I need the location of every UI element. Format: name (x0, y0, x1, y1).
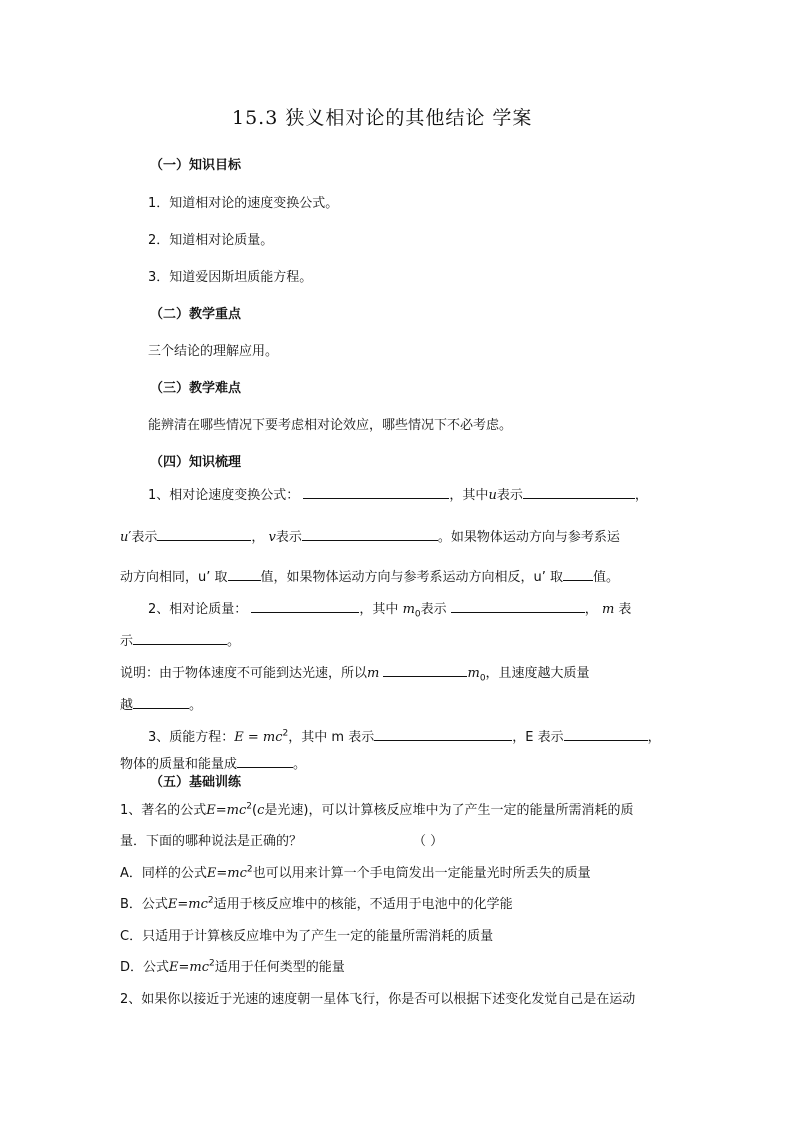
option-d[interactable]: D．公式$E=mc^2$适用于任何类型的能量 (120, 958, 345, 975)
review-line-proportional: 物体的质量和能量成 。 (120, 757, 307, 772)
review-line-velocity-terms: u′表示 ， v表示 。如果物体运动方向与参考系运 (120, 530, 620, 545)
answer-blank[interactable] (251, 600, 359, 613)
answer-blank[interactable] (228, 568, 261, 581)
goal-item: 1．知道相对论的速度变换公式。 (148, 196, 339, 211)
section-heading-key-point: （二）教学重点 (150, 307, 242, 322)
review-line-mass: 2、相对论质量： ，其中 $m_0$表示 ， m 表 (148, 602, 632, 620)
section-heading-difficulty: （三）教学难点 (150, 381, 242, 396)
answer-blank[interactable] (133, 696, 189, 709)
option-c[interactable]: C．只适用于计算核反应堆中为了产生一定的能量所需消耗的质量 (120, 929, 494, 944)
answer-blank[interactable] (563, 568, 593, 581)
review-line-note-cont: 越 。 (120, 698, 203, 713)
answer-blank[interactable] (133, 632, 227, 645)
answer-blank[interactable] (237, 755, 293, 768)
review-line-mass-cont: 示 。 (120, 634, 241, 649)
answer-blank[interactable] (303, 486, 449, 499)
review-line-direction: 动方向相同，u’ 取 值，如果物体运动方向与参考系运动方向相反，u’ 取 值。 (120, 570, 620, 585)
answer-blank[interactable] (523, 486, 635, 499)
option-b[interactable]: B．公式$E=mc^2$适用于核反应堆中的核能，不适用于电池中的化学能 (120, 895, 513, 912)
difficulty-text: 能辨清在哪些情况下要考虑相对论效应，哪些情况下不必考虑。 (148, 418, 513, 433)
question-1-cont: 量．下面的哪种说法是正确的？ (120, 834, 303, 849)
review-line-note: 说明：由于物体速度不可能到达光速，所以m $m_0$，且速度越大质量 (120, 666, 590, 684)
answer-bracket[interactable]: （ ） (413, 834, 444, 849)
section-heading-exercise: （五）基础训练 (150, 775, 242, 790)
review-line-velocity: 1、相对论速度变换公式： ，其中u表示 ， (148, 488, 648, 503)
answer-blank[interactable] (564, 728, 648, 741)
question-2: 2、如果你以接近于光速的速度朝一星体飞行，你是否可以根据下述变化发觉自己是在运动 (120, 992, 636, 1007)
option-a[interactable]: A．同样的公式$E=mc^2$也可以用来计算一个手电筒发出一定能量光时所丢失的质量 (120, 864, 591, 881)
review-line-mass-energy: 3、质能方程：$E = mc^2$，其中 m 表示 ，E 表示 ， (148, 728, 661, 745)
goal-item: 2．知道相对论质量。 (148, 233, 274, 248)
answer-blank[interactable] (451, 600, 585, 613)
answer-blank[interactable] (374, 728, 512, 741)
answer-blank[interactable] (302, 528, 438, 541)
answer-blank[interactable] (157, 528, 251, 541)
goal-item: 3．知道爱因斯坦质能方程。 (148, 270, 313, 285)
key-point-text: 三个结论的理解应用。 (148, 344, 279, 359)
page-title: 15.3 狭义相对论的其他结论 学案 (232, 107, 533, 129)
section-heading-goals: （一）知识目标 (150, 158, 242, 173)
question-1: 1、著名的公式$E=mc^2(c$是光速)，可以计算核反应堆中为了产生一定的能量所需消耗的质 (120, 801, 634, 818)
section-heading-review: （四）知识梳理 (150, 455, 242, 470)
answer-blank[interactable] (383, 664, 467, 677)
